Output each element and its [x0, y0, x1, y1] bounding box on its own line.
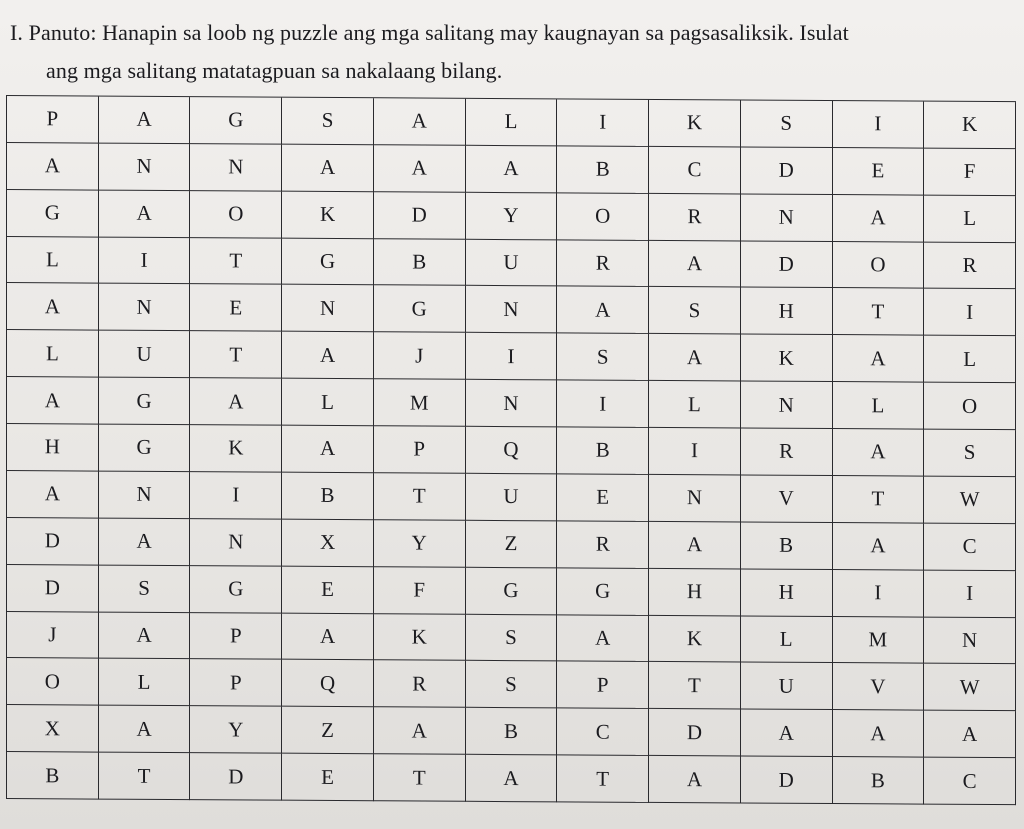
grid-cell: A [282, 145, 374, 192]
grid-cell: Q [282, 660, 374, 707]
grid-cell: D [741, 147, 833, 194]
grid-cell: U [466, 474, 558, 521]
grid-cell: I [466, 333, 558, 380]
grid-cell: P [374, 426, 466, 473]
grid-cell: A [649, 241, 741, 288]
grid-cell: S [282, 98, 374, 145]
grid-cell: A [741, 710, 833, 757]
grid-cell: A [466, 755, 558, 802]
grid-cell: W [924, 664, 1016, 711]
grid-cell: A [557, 287, 649, 334]
grid-cell: O [924, 383, 1016, 430]
grid-cell: V [741, 475, 833, 522]
grid-cell: R [649, 194, 741, 241]
grid-cell: T [190, 238, 282, 285]
grid-cell: A [7, 143, 99, 190]
grid-cell: A [649, 756, 741, 803]
grid-cell: D [649, 709, 741, 756]
grid-cell: N [99, 284, 191, 331]
grid-cell: T [374, 473, 466, 520]
grid-cell: G [374, 286, 466, 333]
grid-cell: I [649, 428, 741, 475]
grid-cell: P [190, 613, 282, 660]
grid-cell: A [7, 377, 99, 424]
grid-cell: Z [466, 521, 558, 568]
grid-cell: T [374, 754, 466, 801]
grid-cell: N [99, 143, 191, 190]
grid-cell: U [741, 663, 833, 710]
grid-cell: C [924, 758, 1016, 805]
grid-cell: A [190, 378, 282, 425]
grid-cell: G [7, 190, 99, 237]
grid-cell: N [466, 380, 558, 427]
grid-cell: I [99, 237, 191, 284]
grid-cell: L [7, 330, 99, 377]
grid-cell: A [466, 146, 558, 193]
grid-cell: M [833, 617, 925, 664]
grid-cell: I [924, 289, 1016, 336]
grid-cell: Y [190, 706, 282, 753]
grid-cell: A [924, 711, 1016, 758]
grid-cell: L [282, 379, 374, 426]
grid-cell: R [557, 521, 649, 568]
grid-cell: G [99, 378, 191, 425]
grid-cell: T [833, 476, 925, 523]
grid-cell: L [741, 616, 833, 663]
grid-cell: A [99, 612, 191, 659]
grid-cell: G [466, 567, 558, 614]
grid-cell: U [99, 331, 191, 378]
grid-cell: O [7, 658, 99, 705]
grid-cell: F [374, 567, 466, 614]
grid-cell: B [374, 239, 466, 286]
instructions-line-1: I. Panuto: Hanapin sa loob ng puzzle ang mga salitang may kaugnayan sa pagsasaliksik. Isulat [10, 20, 849, 45]
grid-cell: A [7, 471, 99, 518]
grid-cell: R [924, 242, 1016, 289]
grid-cell: T [833, 289, 925, 336]
grid-cell: L [7, 237, 99, 284]
grid-cell: K [649, 100, 741, 147]
grid-cell: R [374, 661, 466, 708]
grid-cell: T [99, 753, 191, 800]
grid-cell: Z [282, 707, 374, 754]
grid-cell: A [7, 283, 99, 330]
grid-cell: B [7, 752, 99, 799]
grid-cell: J [7, 612, 99, 659]
grid-cell: D [190, 753, 282, 800]
grid-cell: Y [374, 520, 466, 567]
grid-cell: D [741, 241, 833, 288]
grid-cell: B [741, 522, 833, 569]
grid-cell: Y [466, 193, 558, 240]
grid-cell: D [7, 518, 99, 565]
grid-cell: T [649, 662, 741, 709]
grid-cell: A [649, 334, 741, 381]
grid-cell: B [833, 757, 925, 804]
grid-cell: K [924, 102, 1016, 149]
grid-cell: P [557, 662, 649, 709]
grid-cell: A [282, 332, 374, 379]
grid-cell: E [833, 148, 925, 195]
grid-cell: N [649, 475, 741, 522]
grid-cell: H [7, 424, 99, 471]
grid-cell: I [924, 570, 1016, 617]
grid-cell: F [924, 148, 1016, 195]
grid-cell: A [282, 426, 374, 473]
grid-cell: C [557, 709, 649, 756]
grid-cell: O [833, 242, 925, 289]
grid-cell: N [282, 285, 374, 332]
grid-cell: S [924, 430, 1016, 477]
grid-cell: H [649, 569, 741, 616]
grid-cell: E [282, 566, 374, 613]
grid-cell: G [99, 425, 191, 472]
grid-cell: A [99, 97, 191, 144]
grid-cell: N [190, 519, 282, 566]
word-search-grid [6, 95, 1016, 805]
grid-cell: S [557, 334, 649, 381]
grid-cell: X [282, 519, 374, 566]
grid-cell: W [924, 477, 1016, 524]
grid-cell: R [741, 429, 833, 476]
grid-cell: H [741, 288, 833, 335]
grid-cell: A [374, 708, 466, 755]
grid-cell: P [7, 96, 99, 143]
grid-cell: A [833, 710, 925, 757]
grid-cell: O [190, 191, 282, 238]
grid-cell: G [557, 568, 649, 615]
grid-cell: T [190, 331, 282, 378]
grid-cell: K [190, 425, 282, 472]
grid-cell: L [924, 195, 1016, 242]
grid-cell: A [833, 335, 925, 382]
grid-cell: C [924, 523, 1016, 570]
grid-cell: E [190, 285, 282, 332]
grid-cell: K [741, 335, 833, 382]
grid-cell: A [99, 706, 191, 753]
grid-cell: S [466, 614, 558, 661]
grid-cell: T [557, 755, 649, 802]
grid-cell: I [833, 101, 925, 148]
grid-cell: A [374, 98, 466, 145]
grid-cell: L [99, 659, 191, 706]
grid-cell: N [190, 144, 282, 191]
grid-cell: I [833, 570, 925, 617]
grid-cell: I [190, 472, 282, 519]
grid-cell: M [374, 379, 466, 426]
grid-cell: L [924, 336, 1016, 383]
grid-cell: N [924, 617, 1016, 664]
grid-cell: B [466, 708, 558, 755]
grid-cell: E [282, 754, 374, 801]
grid-cell: S [99, 565, 191, 612]
grid-cell: A [282, 613, 374, 660]
grid-cell: I [557, 381, 649, 428]
grid-cell: D [374, 192, 466, 239]
grid-cell: L [649, 381, 741, 428]
grid-cell: A [374, 145, 466, 192]
grid-cell: S [649, 287, 741, 334]
grid-cell: L [466, 99, 558, 146]
grid-cell: P [190, 660, 282, 707]
grid-cell: N [466, 286, 558, 333]
grid-cell: I [557, 99, 649, 146]
grid-cell: A [557, 615, 649, 662]
grid-cell: A [833, 195, 925, 242]
grid-cell: D [741, 757, 833, 804]
grid-cell: O [557, 193, 649, 240]
grid-cell: K [374, 614, 466, 661]
grid-cell: N [99, 471, 191, 518]
grid-cell: E [557, 474, 649, 521]
grid-cell: D [7, 565, 99, 612]
grid-cell: B [557, 146, 649, 193]
grid-cell: G [190, 566, 282, 613]
grid-cell: N [741, 194, 833, 241]
grid-cell: N [741, 382, 833, 429]
grid-cell: C [649, 147, 741, 194]
grid-cell: X [7, 705, 99, 752]
grid-cell: U [466, 239, 558, 286]
grid-cell: V [833, 663, 925, 710]
grid-cell: G [190, 97, 282, 144]
grid-cell: A [833, 429, 925, 476]
grid-cell: A [833, 523, 925, 570]
grid-cell: S [741, 100, 833, 147]
grid-cell: S [466, 661, 558, 708]
grid-cell: K [649, 615, 741, 662]
grid-cell: B [282, 473, 374, 520]
grid-cell: L [833, 382, 925, 429]
grid-cell: J [374, 333, 466, 380]
grid-cell: Q [466, 427, 558, 474]
grid-cell: G [282, 238, 374, 285]
grid-cell: R [557, 240, 649, 287]
grid-cell: A [99, 518, 191, 565]
instructions-line-2: ang mga salitang matatagpuan sa nakalaang bilang. [46, 58, 503, 83]
grid-cell: A [99, 190, 191, 237]
grid-cell: B [557, 427, 649, 474]
grid-cell: H [741, 569, 833, 616]
instructions [10, 14, 1000, 90]
grid-cell: A [649, 522, 741, 569]
grid-cell: K [282, 191, 374, 238]
